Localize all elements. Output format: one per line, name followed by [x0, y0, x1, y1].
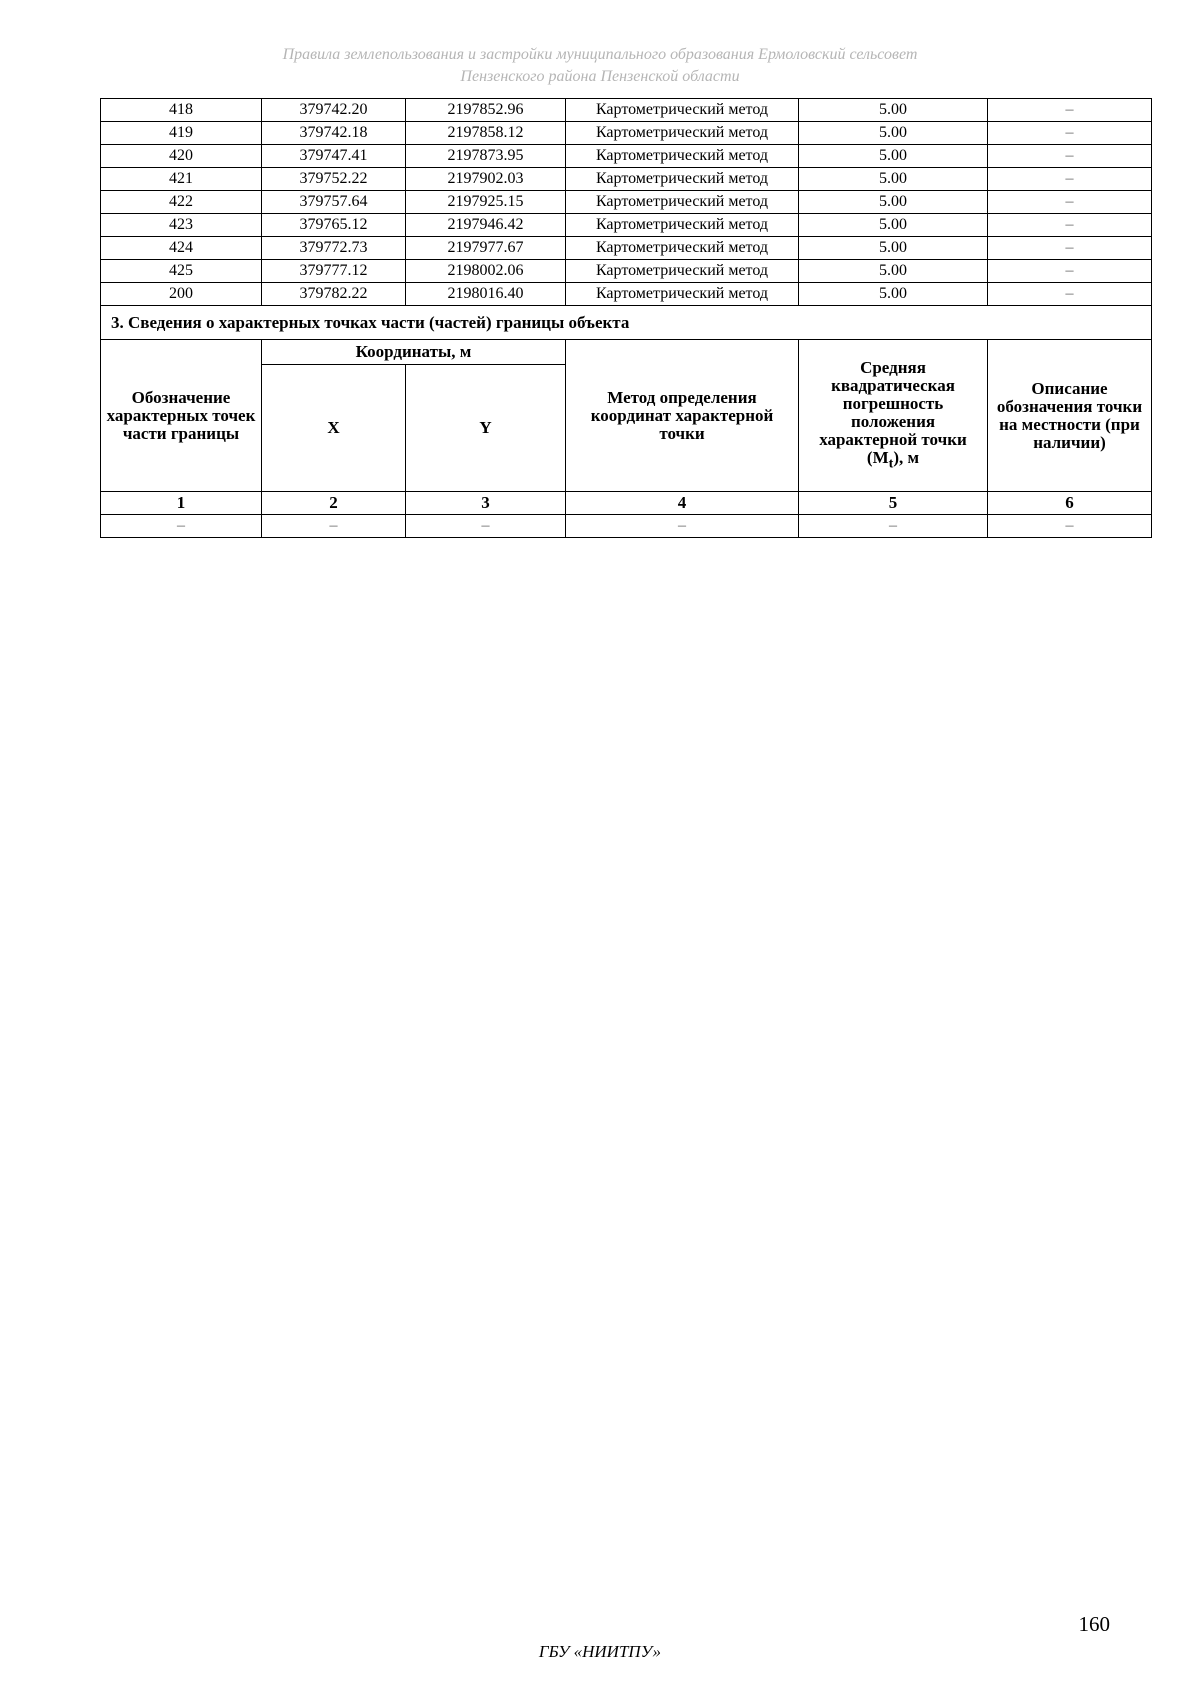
header-description: Описание обозначения точки на местности (при наличии)	[988, 340, 1152, 492]
table-row	[101, 283, 1152, 306]
cell-x: 379742.20	[262, 99, 406, 122]
table-row	[101, 260, 1152, 283]
cell-empty: –	[799, 515, 988, 538]
cell-description: –	[988, 145, 1152, 168]
header-y: Y	[406, 365, 566, 492]
header-error-main: Средняя квадратическая погрешность положения характерной точки (M	[819, 357, 967, 467]
cell-description: –	[988, 237, 1152, 260]
cell-error: 5.00	[799, 122, 988, 145]
cell-point: 421	[101, 168, 262, 191]
cell-method: Картометрический метод	[566, 145, 799, 168]
column-number: 1	[101, 492, 262, 515]
column-number: 6	[988, 492, 1152, 515]
cell-x: 379782.22	[262, 283, 406, 306]
cell-error: 5.00	[799, 260, 988, 283]
running-header-line-2: Пензенского района Пензенской области	[460, 68, 740, 85]
table-row	[101, 191, 1152, 214]
cell-method: Картометрический метод	[566, 168, 799, 191]
column-number: 3	[406, 492, 566, 515]
cell-x: 379777.12	[262, 260, 406, 283]
table-row	[101, 214, 1152, 237]
coordinates-table	[100, 98, 1152, 538]
cell-description: –	[988, 99, 1152, 122]
cell-error: 5.00	[799, 99, 988, 122]
cell-y: 2197925.15	[406, 191, 566, 214]
cell-error: 5.00	[799, 214, 988, 237]
cell-point: 419	[101, 122, 262, 145]
cell-x: 379742.18	[262, 122, 406, 145]
cell-y: 2197873.95	[406, 145, 566, 168]
column-number: 5	[799, 492, 988, 515]
cell-point: 200	[101, 283, 262, 306]
table-row	[101, 122, 1152, 145]
cell-y: 2197977.67	[406, 237, 566, 260]
cell-y: 2197852.96	[406, 99, 566, 122]
cell-empty: –	[566, 515, 799, 538]
cell-description: –	[988, 122, 1152, 145]
cell-y: 2198016.40	[406, 283, 566, 306]
cell-empty: –	[988, 515, 1152, 538]
cell-error: 5.00	[799, 191, 988, 214]
running-header-line-1: Правила землепользования и застройки муниципального образования Ермоловский сельсовет	[282, 46, 918, 63]
cell-empty: –	[101, 515, 262, 538]
cell-point: 423	[101, 214, 262, 237]
cell-point: 424	[101, 237, 262, 260]
running-header	[100, 44, 1100, 88]
cell-description: –	[988, 260, 1152, 283]
cell-point: 425	[101, 260, 262, 283]
cell-point: 422	[101, 191, 262, 214]
cell-x: 379747.41	[262, 145, 406, 168]
cell-y: 2197858.12	[406, 122, 566, 145]
cell-method: Картометрический метод	[566, 122, 799, 145]
cell-x: 379772.73	[262, 237, 406, 260]
cell-method: Картометрический метод	[566, 260, 799, 283]
cell-point: 420	[101, 145, 262, 168]
header-error-subscript: t	[888, 455, 894, 472]
table-row	[101, 145, 1152, 168]
page-footer: ГБУ «НИИТПУ»	[538, 1642, 662, 1661]
header-method: Метод определения координат характерной точки	[566, 340, 799, 492]
column-number: 4	[566, 492, 799, 515]
header-mean-square-error	[799, 340, 988, 492]
header-error-tail: ), м	[893, 447, 920, 467]
section-3-title: 3. Сведения о характерных точках части (частей) границы объекта	[101, 306, 1152, 340]
cell-point: 418	[101, 99, 262, 122]
cell-error: 5.00	[799, 168, 988, 191]
cell-x: 379757.64	[262, 191, 406, 214]
cell-error: 5.00	[799, 283, 988, 306]
cell-y: 2198002.06	[406, 260, 566, 283]
header-point-designation: Обозначение характерных точек части границы	[101, 340, 262, 492]
cell-method: Картометрический метод	[566, 191, 799, 214]
cell-method: Картометрический метод	[566, 214, 799, 237]
column-numbers-row	[101, 492, 1152, 515]
table-row	[101, 237, 1152, 260]
cell-description: –	[988, 283, 1152, 306]
cell-method: Картометрический метод	[566, 237, 799, 260]
cell-y: 2197902.03	[406, 168, 566, 191]
column-number: 2	[262, 492, 406, 515]
cell-empty: –	[406, 515, 566, 538]
header-coordinates: Координаты, м	[262, 340, 566, 365]
cell-description: –	[988, 168, 1152, 191]
page-number: 160	[1078, 1612, 1110, 1636]
table-row	[101, 99, 1152, 122]
cell-x: 379752.22	[262, 168, 406, 191]
cell-method: Картометрический метод	[566, 283, 799, 306]
cell-y: 2197946.42	[406, 214, 566, 237]
section-3-title-row	[101, 306, 1152, 340]
cell-error: 5.00	[799, 237, 988, 260]
table-row	[101, 515, 1152, 538]
cell-description: –	[988, 191, 1152, 214]
cell-empty: –	[262, 515, 406, 538]
cell-method: Картометрический метод	[566, 99, 799, 122]
cell-description: –	[988, 214, 1152, 237]
header-x: X	[262, 365, 406, 492]
section-3-header-row	[101, 340, 1152, 365]
cell-x: 379765.12	[262, 214, 406, 237]
cell-error: 5.00	[799, 145, 988, 168]
table-row	[101, 168, 1152, 191]
